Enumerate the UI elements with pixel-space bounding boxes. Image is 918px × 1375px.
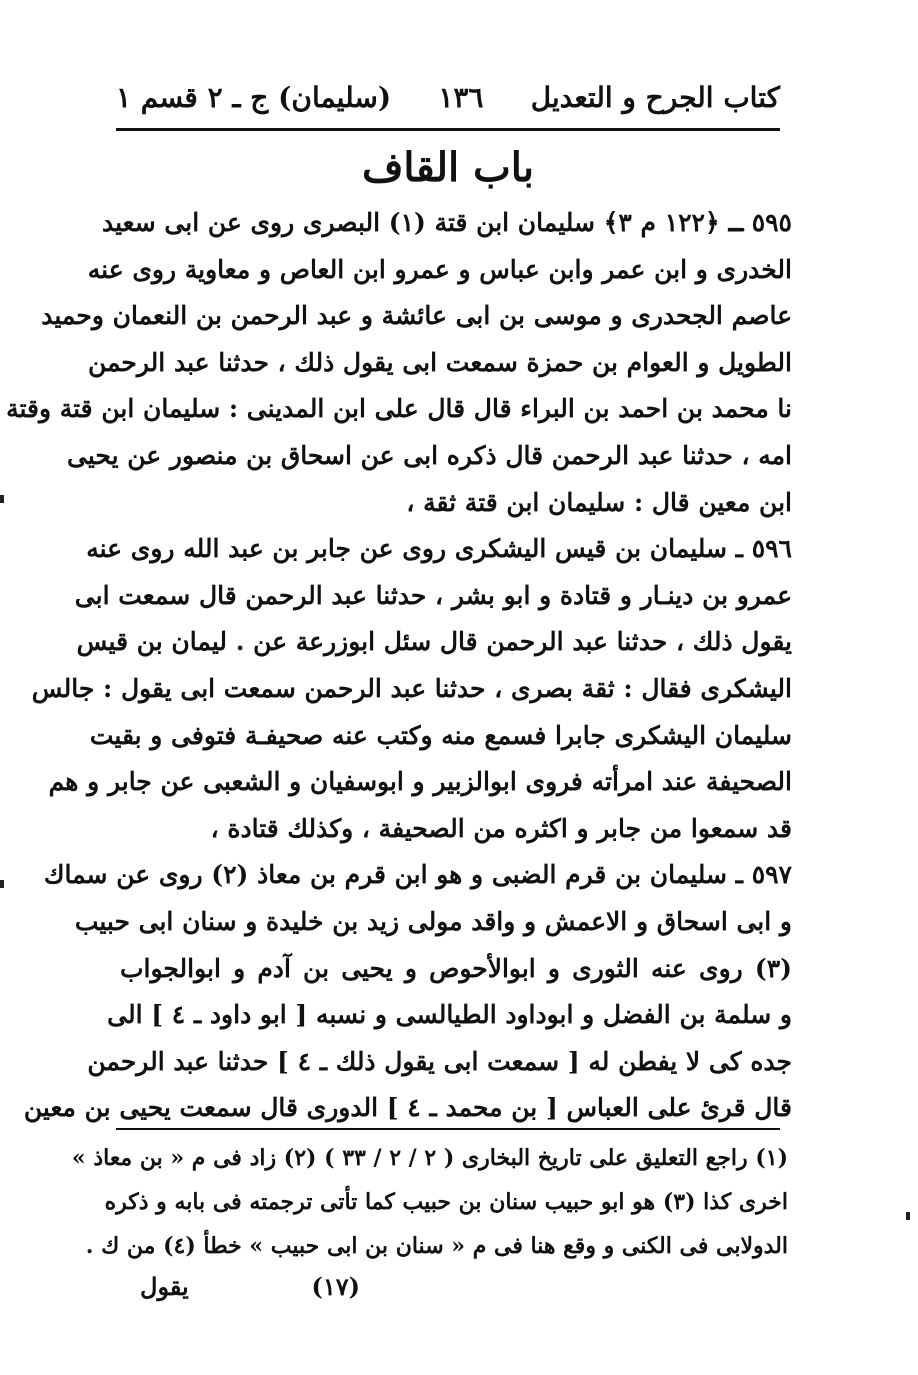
text-line: الصحيفة عند امرأته فروى ابوالزبير و ابوسفيان و الشعبى عن جابر و هم [48, 767, 792, 797]
text-line: اليشكرى فقال : ثقة بصرى ، حدثنا عبد الرحمن سمعت ابى يقول : جالس [31, 673, 792, 703]
text-line: جده كى لا يفطن له [ سمعت ابى يقول ذلك ـ ٤ ] حدثنا عبد الرحمن [87, 1046, 792, 1076]
text-line: و ابى اسحاق و الاعمش و واقد مولى زيد بن خليدة و سنان ابى حبيب [74, 906, 792, 936]
catchword: يقول [140, 1272, 189, 1301]
text-line: ابن معين قال : سليمان ابن قتة ثقة ، [406, 487, 792, 517]
margin-speck [906, 1212, 910, 1220]
text-line: ٥٩٦ ـ سليمان بن قيس اليشكرى روى عن جابر بن عبد الله روى عنه [86, 534, 792, 564]
footnote-rule [116, 1128, 780, 1130]
running-header [116, 66, 780, 128]
text-line: نا محمد بن احمد بن البراء قال قال على ابن المدينى : سليمان ابن قتة وقتة [6, 394, 792, 424]
text-line: امه ، حدثنا عبد الرحمن قال ذكره ابى عن اسحاق بن منصور عن يحيى [67, 440, 792, 470]
text-line: عاصم الجحدرى و موسى بن ابى عائشة و عبد الرحمن بن النعمان وحميد [41, 301, 792, 331]
signature-mark: (١٧) [311, 1272, 360, 1301]
text-line: قد سمعوا من جابر و اكثره من الصحيفة ، وكذلك قتادة ، [210, 813, 792, 843]
text-line: يقول ذلك ، حدثنا عبد الرحمن قال سئل ابوزرعة عن . ليمان بن قيس [76, 627, 792, 657]
body-text [6, 200, 792, 1132]
margin-speck [0, 880, 4, 888]
footnotes [71, 1136, 788, 1268]
page-footer [140, 1272, 360, 1312]
text-line: الخدرى و ابن عمر وابن عباس و عمرو ابن العاص و معاوية روى عنه [87, 254, 792, 284]
margin-speck [0, 495, 4, 503]
volume-info: (سليمان) ج ـ ٢ قسم ١ [116, 80, 392, 114]
book-title: كتاب الجرح و التعديل [530, 80, 780, 114]
text-line: (٣) روى عنه الثورى و ابوالأحوص و يحيى بن آدم و ابوالجواب [120, 953, 792, 983]
text-line: و سلمة بن الفضل و ابوداود الطيالسى و نسبه [ ابو داود ـ ٤ ] الى [107, 1000, 792, 1030]
chapter-title: باب القاف [361, 144, 535, 191]
page-number: ١٣٦ [438, 80, 484, 114]
text-line: قال قرئ على العباس [ بن محمد ـ ٤ ] الدورى قال سمعت يحيى بن معين [23, 1093, 792, 1123]
text-line: ٥٩٥ ـ ﴿١٢٢ م ٣﴾ سليمان ابن قتة (١) البصرى روى عن ابى سعيد [102, 208, 792, 237]
footnote-line: (١) راجع التعليق على تاريخ البخارى ( ٢ / ٢ / ٣٣ ) (٢) زاد فى م « بن معاذ » [71, 1145, 788, 1171]
text-line: سليمان اليشكرى جابرا فسمع منه وكتب عنه صحيفـة فتوفى و بقيت [89, 720, 792, 750]
footnote-line: الدولابى فى الكنى و وقع هنا فى م « سنان بن ابى حبيب » خطأ (٤) من ك . [85, 1233, 788, 1259]
text-line: الطويل و العوام بن حمزة سمعت ابى يقول ذلك ، حدثنا عبد الرحمن [87, 347, 792, 377]
footnote-line: اخرى كذا (٣) هو ابو حبيب سنان بن حبيب كما تأتى ترجمته فى بابه و ذكره [104, 1189, 788, 1215]
text-line: عمرو بن دينـار و قتادة و ابو بشر ، حدثنا عبد الرحمن قال سمعت ابى [74, 580, 792, 610]
header-rule [116, 128, 780, 131]
text-line: ٥٩٧ ـ سليمان بن قرم الضبى و هو ابن قرم بن معاذ (٢) روى عن سماك [43, 860, 792, 890]
